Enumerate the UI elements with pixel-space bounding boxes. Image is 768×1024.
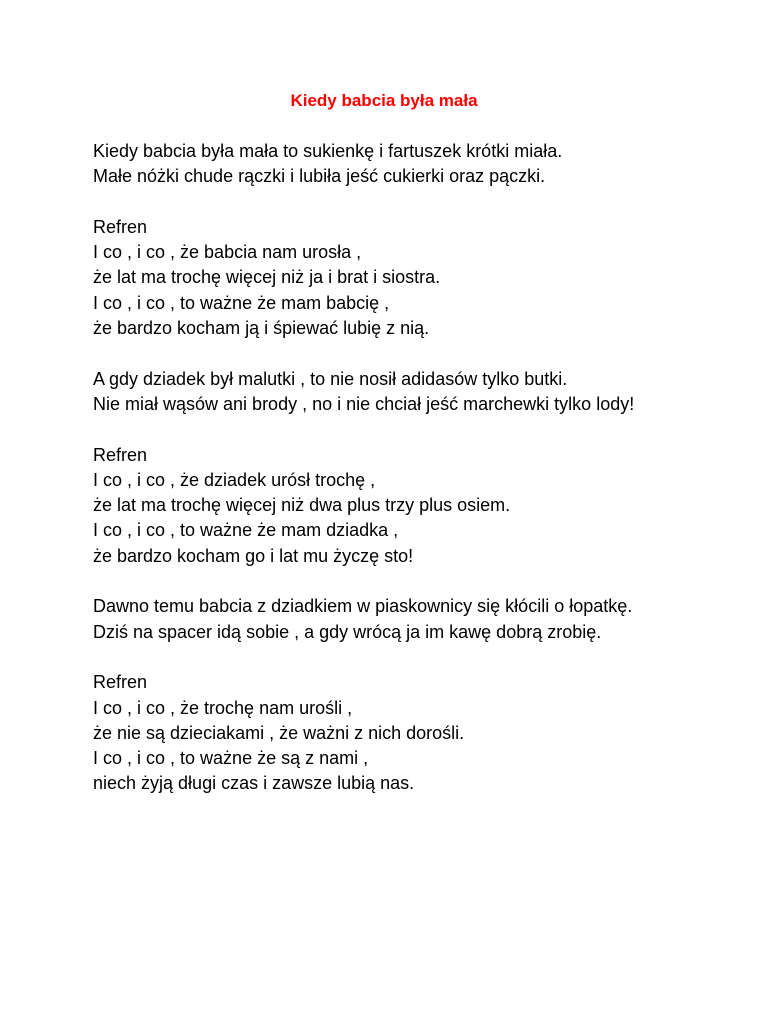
chorus-label: Refren [93, 444, 148, 465]
chorus-label: Refren [93, 216, 148, 237]
lyric-line: że lat ma trochę więcej niż dwa plus trzy plus osiem. [93, 495, 511, 516]
verse-3 [93, 594, 693, 645]
page-title: Kiedy babcia była mała [290, 91, 478, 110]
song-lyrics [93, 139, 693, 822]
lyric-line: I co , i co , to ważne że są z nami , [93, 748, 369, 769]
lyric-line: że bardzo kocham go i lat mu życzę sto! [93, 545, 414, 566]
lyric-line: I co , i co , to ważne że mam dziadka , [93, 520, 399, 541]
lyric-line: Dawno temu babcia z dziadkiem w piaskownicy się kłócili o łopatkę. [93, 596, 633, 617]
lyric-line: Małe nóżki chude rączki i lubiła jeść cukierki oraz pączki. [93, 166, 546, 187]
lyric-line: że nie są dzieciakami , że ważni z nich dorośli. [93, 722, 465, 743]
lyric-line: Nie miał wąsów ani brody , no i nie chciał jeść marchewki tylko lody! [93, 393, 635, 414]
verse-1 [93, 139, 693, 190]
lyric-line: że lat ma trochę więcej niż ja i brat i siostra. [93, 267, 441, 288]
lyric-line: Dziś na spacer idą sobie , a gdy wrócą ja im kawę dobrą zrobię. [93, 621, 602, 642]
lyric-line: niech żyją długi czas i zawsze lubią nas. [93, 773, 415, 794]
lyric-line: Kiedy babcia była mała to sukienkę i fartuszek krótki miała. [93, 141, 563, 161]
chorus-3 [93, 670, 693, 796]
chorus-1 [93, 215, 693, 341]
lyric-line: że bardzo kocham ją i śpiewać lubię z nią. [93, 318, 430, 339]
lyric-line: I co , i co , że dziadek urósł trochę , [93, 469, 376, 490]
lyric-line: A gdy dziadek był malutki , to nie nosił adidasów tylko butki. [93, 368, 568, 389]
chorus-label: Refren [93, 672, 148, 693]
verse-2 [93, 367, 693, 418]
lyric-line: I co , i co , że babcia nam urosła , [93, 242, 362, 263]
lyric-line: I co , i co , to ważne że mam babcię , [93, 292, 390, 313]
lyric-line: I co , i co , że trochę nam urośli , [93, 697, 353, 718]
chorus-2 [93, 443, 693, 569]
